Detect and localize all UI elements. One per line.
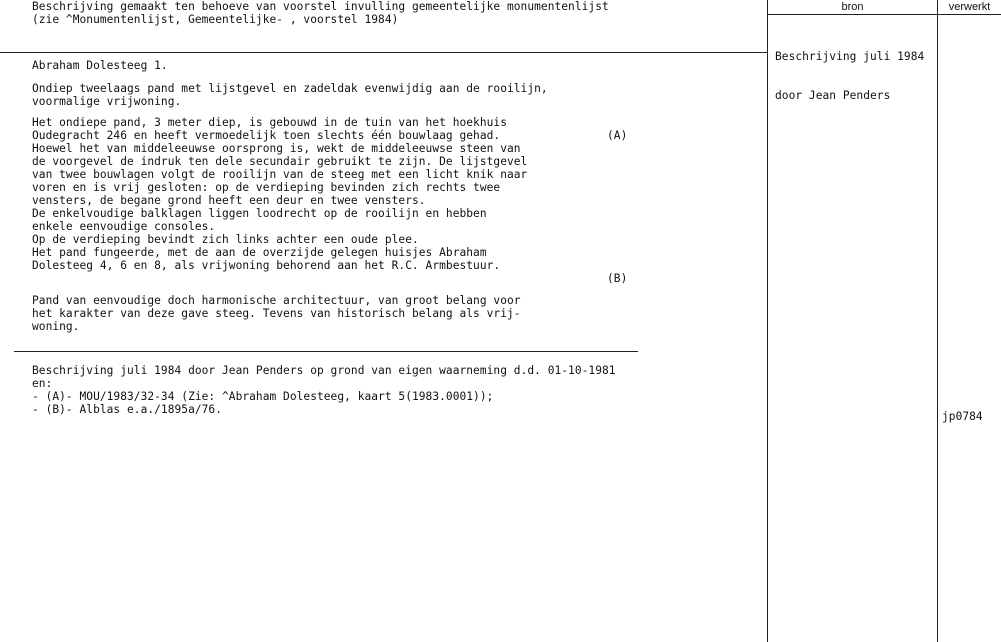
body-line: vensters, de begane grond heeft een deur en twee vensters.	[32, 194, 426, 207]
verwerkt-column-header: verwerkt	[948, 1, 991, 13]
intro-line: Ondiep tweelaags pand met lijstgevel en zadeldak evenwijdig aan de rooilijn,	[32, 82, 548, 95]
body-line: voren en is vrij gesloten: op de verdieping bevinden zich rechts twee	[32, 181, 501, 194]
source-line: - (A)- MOU/1983/32-34 (Zie: ^Abraham Dolesteeg, kaart 5(1983.0001));	[32, 390, 494, 403]
source-line: en:	[32, 377, 53, 390]
body-line: Dolesteeg 4, 6 en 8, als vrijwoning behorend aan het R.C. Armbestuur.	[32, 259, 501, 272]
source-line: - (B)- Alblas e.a./1895a/76.	[32, 403, 222, 416]
body-line: Hoewel het van middeleeuwse oorsprong is, wekt de middeleeuwse steen van	[32, 142, 521, 155]
header-line: (zie ^Monumentenlijst, Gemeentelijke- , voorstel 1984)	[32, 13, 399, 26]
body-line: Het pand fungeerde, met de aan de overzijde gelegen huisjes Abraham	[32, 246, 487, 259]
section-rule	[14, 351, 638, 352]
source-line: Beschrijving juli 1984 door Jean Penders op grond van eigen waarneming d.d. 01-10-1981	[32, 364, 616, 377]
document-title	[32, 59, 168, 72]
column-divider-right	[937, 0, 938, 642]
body-line: Oudegracht 246 en heeft vermoedelijk toen slechts één bouwlaag gehad.	[32, 129, 501, 142]
header-rule	[0, 52, 767, 53]
column-divider-left	[767, 0, 768, 642]
bron-column-header: bron	[841, 1, 864, 13]
body-line: van twee bouwlagen volgt de rooilijn van de steeg met een licht knik naar	[32, 168, 528, 181]
body-line: Op de verdieping bevindt zich links achter een oude plee.	[32, 233, 419, 246]
conclusion-line: Pand van eenvoudige doch harmonische architectuur, van groot belang voor	[32, 294, 521, 307]
body-line: de voorgevel de indruk ten dele secundair gebruikt te zijn. De lijstgevel	[32, 155, 528, 168]
bron-line: Beschrijving juli 1984	[775, 50, 925, 63]
header-line: Beschrijving gemaakt ten behoeve van voorstel invulling gemeentelijke monumentenlijst	[32, 0, 609, 13]
reference-marker-b: (B)	[607, 272, 628, 285]
page-title: Abraham Dolesteeg 1.	[32, 59, 168, 72]
column-header-rule	[767, 14, 1001, 15]
document-header	[32, 0, 609, 26]
verwerkt-code: jp0784	[942, 410, 983, 423]
conclusion-line: woning.	[32, 320, 80, 333]
sources-block	[32, 364, 616, 416]
body-paragraph	[32, 116, 527, 272]
bron-line: door Jean Penders	[775, 89, 891, 102]
body-line: enkele eenvoudige consoles.	[32, 220, 216, 233]
bron-text	[775, 24, 924, 115]
reference-marker-a: (A)	[607, 129, 628, 142]
body-line: De enkelvoudige balklagen liggen loodrecht op de rooilijn en hebben	[32, 207, 487, 220]
intro-line: voormalige vrijwoning.	[32, 95, 182, 108]
intro-paragraph	[32, 82, 548, 108]
conclusion-line: het karakter van deze gave steeg. Tevens van historisch belang als vrij-	[32, 307, 521, 320]
conclusion-paragraph	[32, 294, 521, 333]
body-line: Het ondiepe pand, 3 meter diep, is gebouwd in de tuin van het hoekhuis	[32, 116, 507, 129]
